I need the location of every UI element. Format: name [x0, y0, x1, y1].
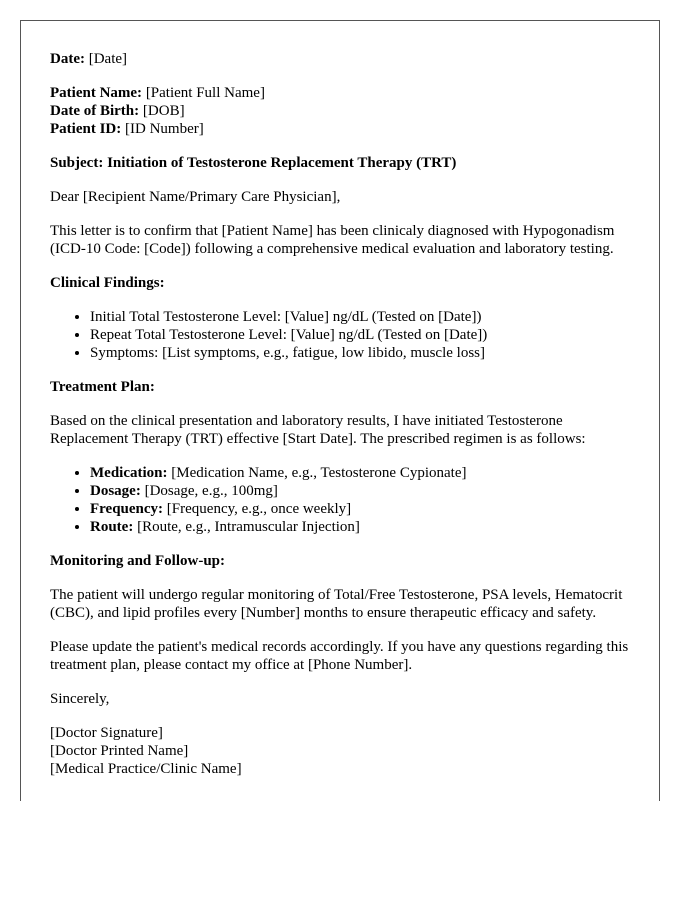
- regimen-value: [Medication Name, e.g., Testosterone Cypionate]: [171, 465, 467, 481]
- monitoring-heading-text: Monitoring and Follow-up:: [50, 553, 226, 569]
- list-item: • Repeat Total Testosterone Level: [Value] ng/dL (Tested on [Date]): [90, 326, 640, 344]
- clinical-findings-heading-text: Clinical Findings:: [50, 275, 165, 291]
- regimen-value: [Dosage, e.g., 100mg]: [144, 483, 278, 499]
- subject-text: Subject: Initiation of Testosterone Replacement Therapy (TRT): [50, 155, 457, 171]
- patient-name-label: Patient Name:: [50, 85, 143, 101]
- letter-body: [50, 50, 640, 778]
- practice-name: [Medical Practice/Clinic Name]: [50, 761, 242, 777]
- date-label: Date:: [50, 51, 85, 67]
- date-value: [Date]: [88, 51, 128, 67]
- regimen-value: [Route, e.g., Intramuscular Injection]: [137, 519, 360, 535]
- date-line: [50, 50, 640, 68]
- list-item: [90, 464, 640, 482]
- subject-line: [50, 154, 640, 172]
- treatment-plan-intro: Based on the clinical presentation and laboratory results, I have initiated Testosterone Replacement Therapy (TRT) effective [Start Date]. The prescribed regimen is as follows:: [50, 413, 586, 447]
- salutation: Dear [Recipient Name/Primary Care Physician],: [50, 189, 341, 205]
- list-item: • Initial Total Testosterone Level: [Value] ng/dL (Tested on [Date]): [90, 308, 640, 326]
- patient-name-line: [50, 84, 640, 102]
- list-item: [90, 518, 640, 536]
- patient-id-value: [ID Number]: [125, 121, 204, 137]
- printed-name: [Doctor Printed Name]: [50, 743, 189, 759]
- treatment-plan-heading: [50, 378, 640, 396]
- regimen-label: Frequency:: [90, 501, 164, 517]
- list-item: [90, 500, 640, 518]
- patient-id-line: [50, 120, 640, 138]
- regimen-label: Dosage:: [90, 483, 141, 499]
- treatment-plan-heading-text: Treatment Plan:: [50, 379, 155, 395]
- signature-line: [Doctor Signature]: [50, 725, 163, 741]
- patient-name-value: [Patient Full Name]: [145, 85, 265, 101]
- list-item: • Symptoms: [List symptoms, e.g., fatigue, low libido, muscle loss]: [90, 344, 640, 362]
- signature-block: [50, 724, 640, 778]
- letter-page: [20, 20, 660, 801]
- patient-info: [50, 84, 640, 138]
- regimen-value: [Frequency, e.g., once weekly]: [166, 501, 352, 517]
- clinical-findings-list: [50, 308, 640, 362]
- regimen-list: [50, 464, 640, 536]
- clinical-findings-heading: [50, 274, 640, 292]
- patient-id-label: Patient ID:: [50, 121, 122, 137]
- list-item: [90, 482, 640, 500]
- closing-paragraph: Please update the patient's medical records accordingly. If you have any questions regarding this treatment plan, please contact my office at [Phone Number].: [50, 639, 629, 673]
- monitoring-paragraph: The patient will undergo regular monitoring of Total/Free Testosterone, PSA levels, Hematocrit (CBC), and lipid profiles every [Number] months to ensure therapeutic efficacy and safety.: [50, 587, 623, 621]
- intro-paragraph: This letter is to confirm that [Patient Name] has been clinicaly diagnosed with Hypogonadism (ICD-10 Code: [Code]) following a comprehensive medical evaluation and laboratory testing.: [50, 223, 615, 257]
- regimen-label: Medication:: [90, 465, 168, 481]
- signoff: Sincerely,: [50, 691, 110, 707]
- dob-label: Date of Birth:: [50, 103, 140, 119]
- dob-value: [DOB]: [142, 103, 185, 119]
- monitoring-heading: [50, 552, 640, 570]
- regimen-label: Route:: [90, 519, 134, 535]
- dob-line: [50, 102, 640, 120]
